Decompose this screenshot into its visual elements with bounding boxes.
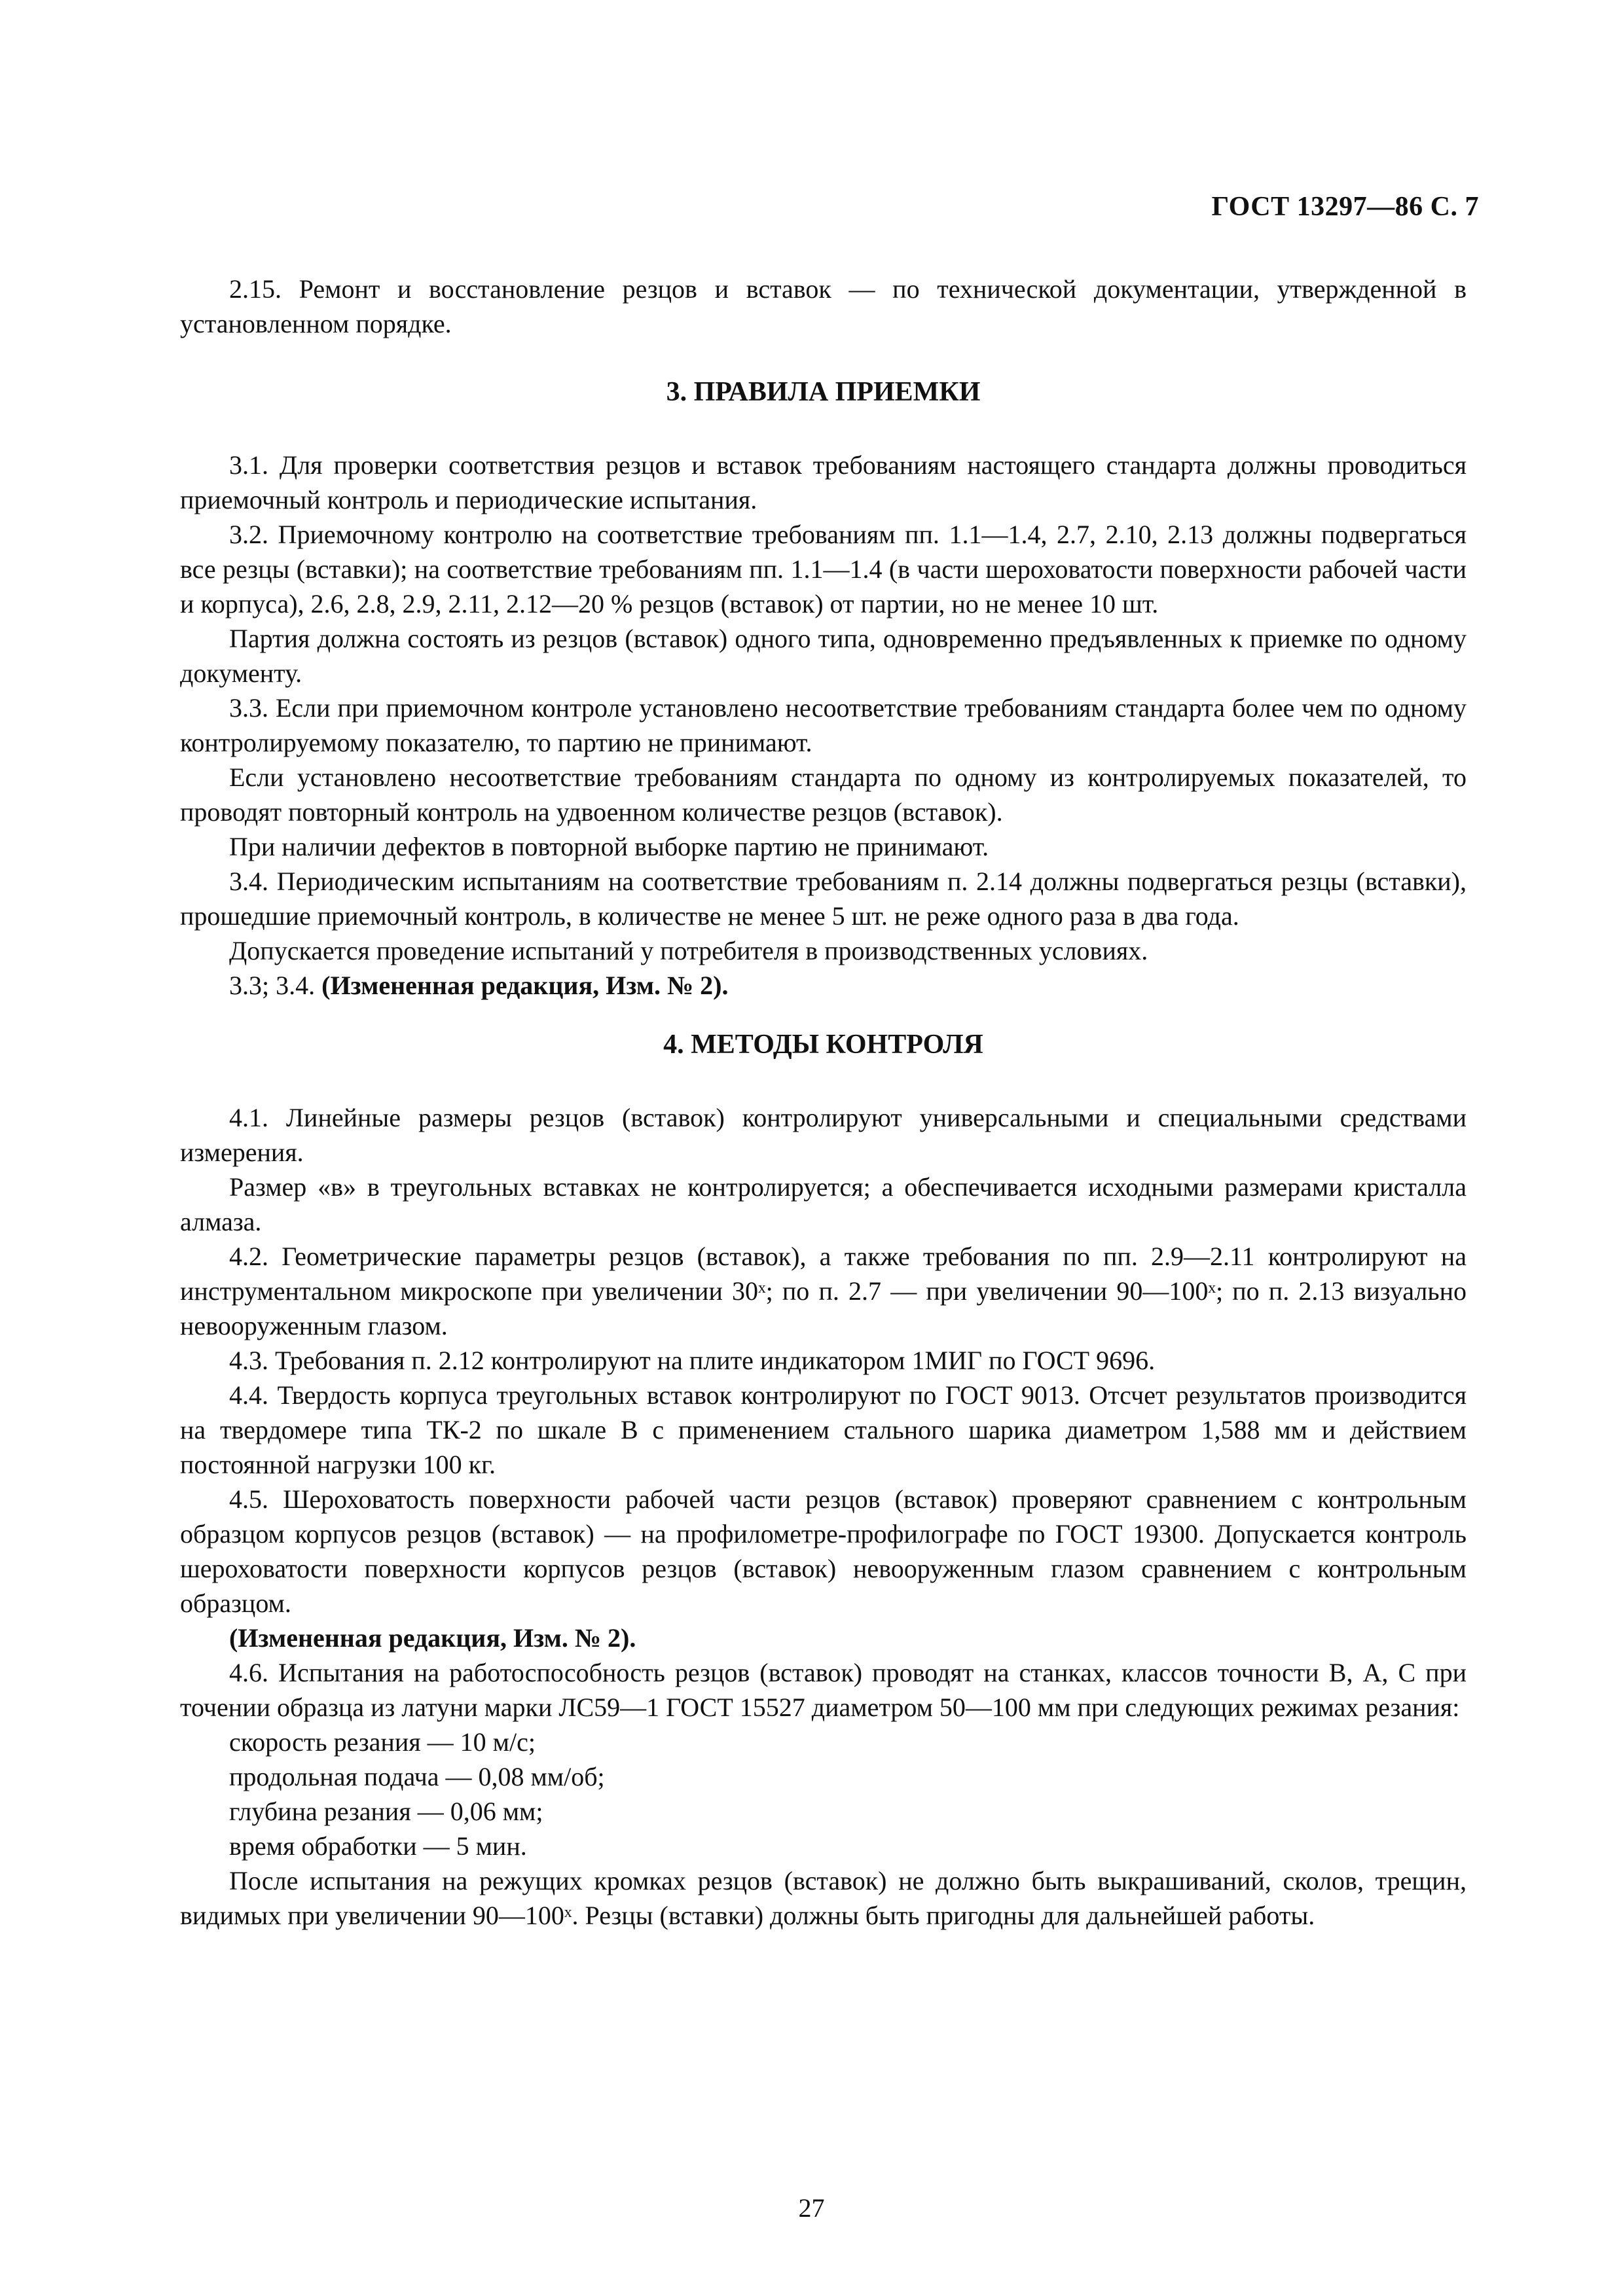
paragraph-4-4: 4.4. Твердость корпуса треугольных вставок контролируют по ГОСТ 9013. Отсчет результатов производится на твердомере типа ТК-2 по шкале В с применением стального шарика диаметром 1,588 мм и действием постоянной нагрузки 100 кг. <box>180 1380 1467 1479</box>
mode-item: глубина резания — 0,06 мм; <box>229 1797 543 1826</box>
amendment-note-3 <box>180 968 1467 1003</box>
paragraph-defects: При наличии дефектов в повторной выборке партию не принимают. <box>229 832 989 861</box>
paragraph-batch: Партия должна состоять из резцов (вставок) одного типа, одновременно предъявленных к приемке по одному документу. <box>180 624 1467 688</box>
mode-item: скорость резания — 10 м/с; <box>229 1727 536 1757</box>
paragraph-4-2: 4.2. Геометрические параметры резцов (вставок), а также требования по пп. 2.9—2.11 контролируют на инструментальном микроскопе при увеличении 30ˣ; по п. 2.7 — при увеличении 90—100ˣ; по п. 2.13 визуально невооруженным глазом. <box>180 1242 1467 1340</box>
amendment-prefix: 3.3; 3.4. <box>229 971 322 1000</box>
mode-item: продольная подача — 0,08 мм/об; <box>229 1762 605 1791</box>
paragraph-4-3: 4.3. Требования п. 2.12 контролируют на плите индикатором 1МИГ по ГОСТ 9696. <box>229 1346 1156 1375</box>
page-number: 27 <box>798 2193 825 2223</box>
paragraph-3-3: 3.3. Если при приемочном контроле установлено несоответствие требованиям стандарта более чем по одному контролируемому показателю, то партию не принимают. <box>180 693 1467 757</box>
amendment-note-4: (Измененная редакция, Изм. № 2). <box>229 1623 636 1653</box>
paragraph-consumer-tests: Допускается проведение испытаний у потребителя в производственных условиях. <box>229 936 1148 965</box>
paragraph-4-5: 4.5. Шероховатость поверхности рабочей части резцов (вставок) проверяют сравнением с контрольным образцом корпусов резцов (вставок) — на профилометре-профилографе по ГОСТ 19300. Допускается контроль шероховатости поверхности корпусов резцов (вставок) невооруженным глазом сравнением с контрольным образцом. <box>180 1484 1467 1618</box>
paragraph-2-15: 2.15. Ремонт и восстановление резцов и вставок — по технической документации, утвержденной в установленном порядке. <box>180 274 1467 338</box>
paragraph-3-4: 3.4. Периодическим испытаниям на соответствие требованиям п. 2.14 должны подвергаться резцы (вставки), прошедшие приемочный контроль, в количестве не менее 5 шт. не реже одного раза в два года. <box>180 867 1467 931</box>
section-3-title: 3. ПРАВИЛА ПРИЕМКИ <box>666 377 981 407</box>
paragraph-size-b: Размер «в» в треугольных вставках не контролируется; а обеспечивается исходными размерами кристалла алмаза. <box>180 1172 1467 1236</box>
paragraph-after-test: После испытания на режущих кромках резцов (вставок) не должно быть выкрашиваний, сколов, трещин, видимых при увеличении 90—100ˣ. Резцы (вставки) должны быть пригодны для дальнейшей работы. <box>180 1866 1467 1930</box>
section-4-title: 4. МЕТОДЫ КОНТРОЛЯ <box>663 1030 983 1060</box>
document-body <box>180 272 1467 1933</box>
mode-item: время обработки — 5 мин. <box>229 1831 527 1861</box>
paragraph-3-1: 3.1. Для проверки соответствия резцов и вставок требованиям настоящего стандарта должны проводиться приемочный контроль и периодические испытания. <box>180 450 1467 514</box>
paragraph-4-6: 4.6. Испытания на работоспособность резцов (вставок) проводят на станках, классов точности В, А, С при точении образца из латуни марки ЛС59—1 ГОСТ 15527 диаметром 50—100 мм при следующих режимах резания: <box>180 1658 1467 1722</box>
running-header: ГОСТ 13297—86 С. 7 <box>1211 192 1479 222</box>
paragraph-4-1: 4.1. Линейные размеры резцов (вставок) контролируют универсальными и специальными средствами измерения. <box>180 1103 1467 1167</box>
amendment-text: (Измененная редакция, Изм. № 2). <box>321 971 729 1000</box>
paragraph-3-2: 3.2. Приемочному контролю на соответствие требованиям пп. 1.1—1.4, 2.7, 2.10, 2.13 должны подвергаться все резцы (вставки); на соответствие требованиям пп. 1.1—1.4 (в части шероховатости поверхности рабочей части и корпуса), 2.6, 2.8, 2.9, 2.11, 2.12—20 % резцов (вставок) от партии, но не менее 10 шт. <box>180 520 1467 619</box>
paragraph-repeat-control: Если установлено несоответствие требованиям стандарта по одному из контролируемых показателей, то проводят повторный контроль на удвоенном количестве резцов (вставок). <box>180 762 1467 827</box>
